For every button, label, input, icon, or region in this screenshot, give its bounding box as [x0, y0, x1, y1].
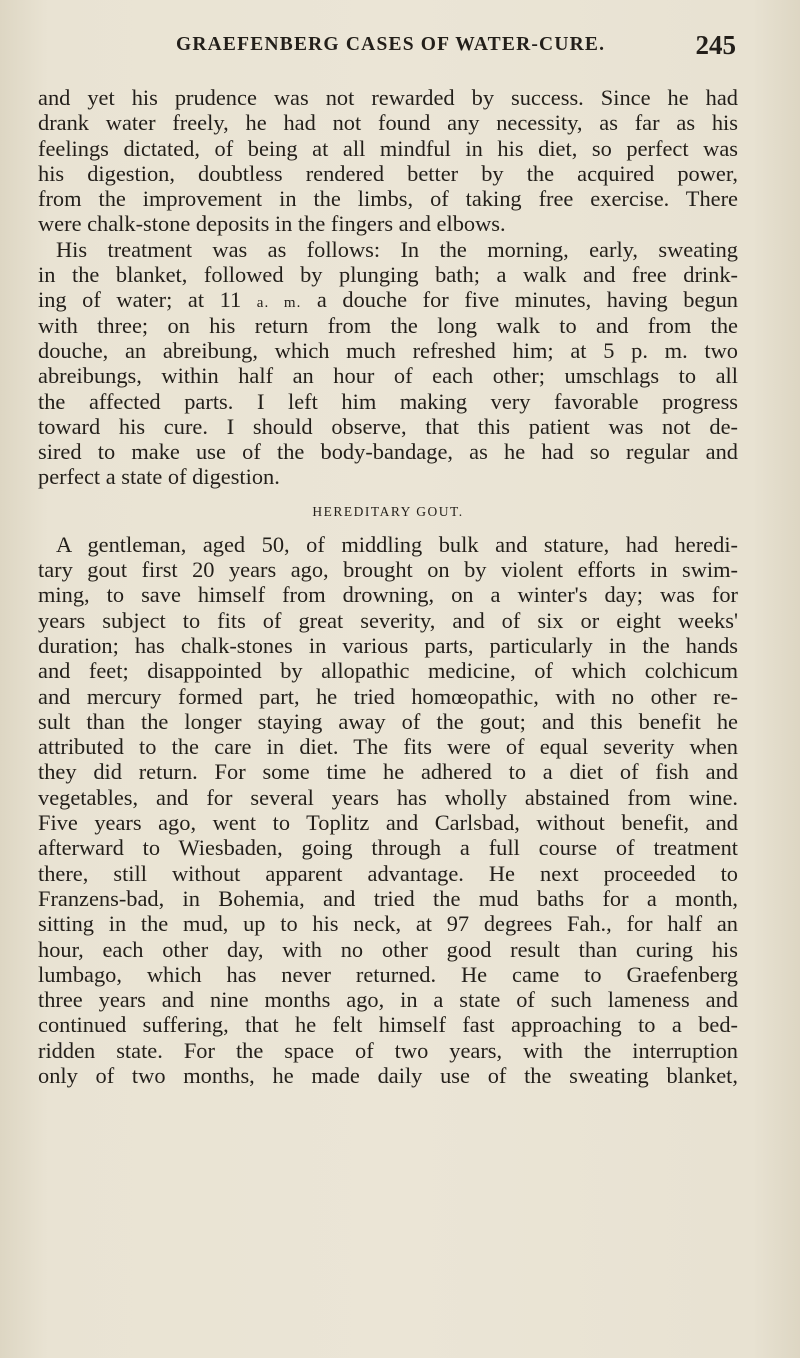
text-line: A gentleman, aged 50, of middling bulk and stature, had heredi-: [56, 531, 738, 557]
text-line: feelings dictated, of being at all mindful in his diet, so perfect was: [38, 135, 738, 161]
text-line: duration; has chalk-stones in various parts, particularly in the hands: [38, 632, 738, 658]
text-line: tary gout first 20 years ago, brought on by violent efforts in swim-: [38, 557, 738, 583]
running-head: GRAEFENBERG CASES OF WATER-CURE.: [176, 34, 606, 55]
text-line: abreibungs, within half an hour of each other; umschlags to all: [38, 363, 738, 389]
text-line: Five years ago, went to Toplitz and Carlsbad, without benefit, and: [38, 810, 738, 836]
text-line: from the improvement in the limbs, of taking free exercise. There: [38, 186, 738, 212]
text-line: perfect a state of digestion.: [38, 464, 280, 490]
text-line: douche, an abreibung, which much refreshed him; at 5 p. m. two: [38, 337, 738, 363]
text-line: with three; on his return from the long walk to and from the: [38, 312, 738, 338]
text-line: afterward to Wiesbaden, going through a full course of treatment: [38, 835, 738, 861]
text-line: ming, to save himself from drowning, on a winter's day; was for: [38, 582, 738, 608]
text-line: vegetables, and for several years has wholly abstained from wine.: [38, 784, 738, 810]
text-line: were chalk-stone deposits in the fingers and elbows.: [38, 211, 506, 237]
page-header: [176, 30, 736, 70]
text-line: [38, 287, 738, 312]
text-line: only of two months, he made daily use of the sweating blanket,: [38, 1062, 738, 1088]
text-line: hour, each other day, with no other good result than curing his: [38, 936, 738, 962]
text-line: drank water freely, he had not found any necessity, as far as his: [38, 110, 738, 136]
time-abbreviation: a. m.: [256, 295, 302, 312]
paragraph-3: [38, 532, 738, 1089]
text-run: a douche for five minutes, having begun: [301, 287, 739, 313]
text-line: continued suffering, that he felt himself fast approaching to a bed-: [38, 1012, 738, 1038]
text-line: there, still without apparent advantage. He next proceeded to: [38, 860, 738, 886]
text-line: and mercury formed part, he tried homœopathic, with no other re-: [38, 683, 738, 709]
text-line: toward his cure. I should observe, that this patient was not de-: [38, 413, 738, 439]
text-line: the affected parts. I left him making very favorable progress: [38, 388, 738, 414]
text-line: three years and nine months ago, in a state of such lameness and: [38, 987, 738, 1013]
text-line: lumbago, which has never returned. He came to Graefenberg: [38, 961, 738, 987]
paragraph-1: [38, 85, 738, 237]
text-line: sult than the longer staying away of the gout; and this benefit he: [38, 708, 738, 734]
text-line: His treatment was as follows: In the morning, early, sweating: [56, 236, 738, 262]
text-line: sitting in the mud, up to his neck, at 97 degrees Fah., for half an: [38, 911, 738, 937]
text-line: and feet; disappointed by allopathic medicine, of which colchicum: [38, 658, 738, 684]
text-line: ridden state. For the space of two years, with the interruption: [38, 1037, 738, 1063]
paragraph-2: [38, 237, 738, 490]
section-heading: HEREDITARY GOUT.: [312, 503, 464, 519]
text-line: sired to make use of the body-bandage, as he had so regular and: [38, 439, 738, 465]
text-line: and yet his prudence was not rewarded by success. Since he had: [38, 85, 738, 110]
text-line: his digestion, doubtless rendered better by the acquired power,: [38, 160, 738, 186]
page-number: 245: [695, 30, 736, 60]
text-line: Franzens-bad, in Bohemia, and tried the mud baths for a month,: [38, 885, 738, 911]
body-text: [38, 85, 738, 1088]
text-run: ing of water; at 11: [38, 287, 257, 313]
text-line: in the blanket, followed by plunging bath; a walk and free drink-: [38, 262, 738, 288]
text-line: attributed to the care in diet. The fits were of equal severity when: [38, 734, 738, 760]
text-line: years subject to fits of great severity, and of six or eight weeks': [38, 607, 738, 633]
text-line: they did return. For some time he adhered to a diet of fish and: [38, 759, 738, 785]
